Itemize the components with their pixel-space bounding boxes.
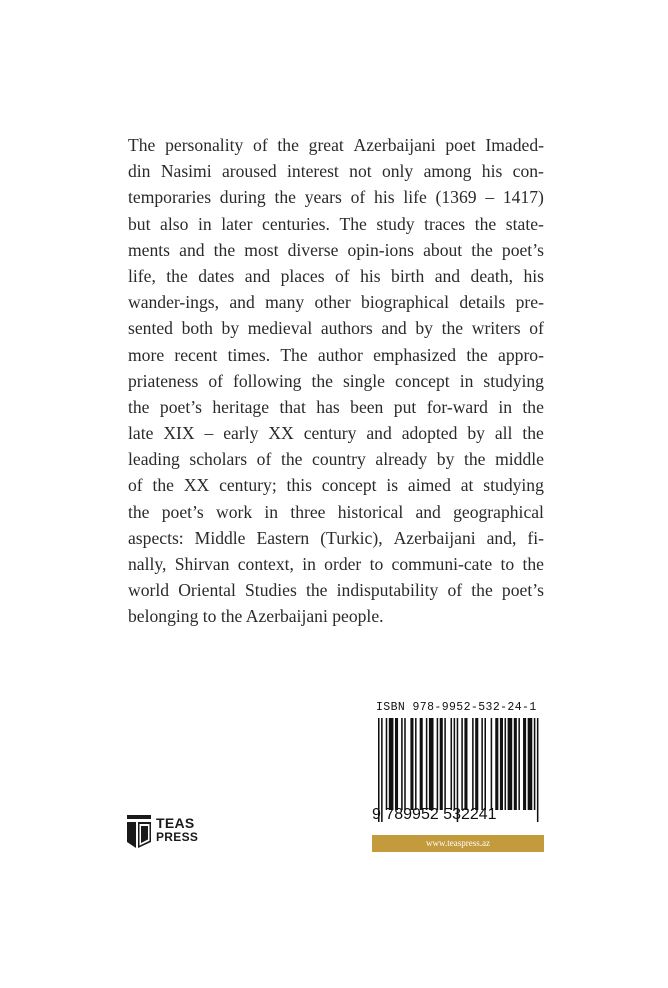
barcode-bar — [528, 718, 533, 810]
barcode-bar — [389, 718, 394, 810]
barcode-bar — [395, 718, 398, 810]
blurb-line: din Nasimi aroused interest not only among his con- — [128, 161, 544, 182]
barcode-bar — [461, 718, 463, 810]
blurb-line: temporaries during the years of his life (1369 – 1417) — [128, 187, 544, 208]
barcode-bar — [508, 718, 513, 810]
blurb-line: of the XX century; this concept is aimed at studying — [128, 475, 544, 496]
publisher-url: www.teaspress.az — [426, 838, 490, 848]
publisher-url-band — [372, 835, 544, 852]
barcode-bar — [415, 718, 417, 810]
barcode-bar — [475, 718, 478, 810]
barcode-bar — [444, 718, 446, 810]
barcode-bar — [410, 718, 413, 810]
barcode-bar — [523, 718, 526, 810]
publisher-logo — [126, 812, 216, 852]
barcode-bar — [481, 718, 483, 810]
barcode-bar — [420, 718, 423, 810]
blurb-line: nally, Shirvan context, in order to communi-cate to the — [128, 554, 544, 574]
publisher-name-bottom: PRESS — [156, 830, 199, 844]
barcode-bar — [500, 718, 503, 810]
barcode-bar — [534, 718, 536, 810]
barcode-bar — [484, 718, 486, 810]
teas-press-logo-icon — [126, 814, 152, 848]
blurb-line: wander-ings, and many other biographical details pre- — [128, 292, 544, 313]
blurb-line: more recent times. The author emphasized the appro- — [128, 344, 544, 365]
blurb-line: but also in later centuries. The study traces the state- — [128, 213, 544, 234]
blurb-line: aspects: Middle Eastern (Turkic), Azerbaijani and, fi- — [128, 527, 544, 548]
blurb-line: leading scholars of the country already by the middle — [128, 449, 544, 470]
publisher-name-top: TEAS — [156, 815, 195, 831]
barcode-bar — [464, 718, 467, 810]
barcode-bar — [514, 718, 517, 810]
barcode-bar — [429, 718, 434, 810]
blurb-line: sented both by medieval authors and by the writers of — [128, 318, 544, 339]
barcode-bar — [437, 718, 439, 810]
barcode-bar — [426, 718, 428, 810]
blurb-line: the poet’s work in three historical and geographical — [128, 501, 544, 522]
barcode-bar — [472, 718, 474, 810]
barcode-bar — [491, 718, 493, 810]
blurb-line: late XIX – early XX century and adopted by all the — [128, 423, 544, 444]
blurb-line: belonging to the Azerbaijani people. — [128, 606, 384, 627]
blurb-line: The personality of the great Azerbaijani poet Imaded- — [128, 135, 544, 155]
blurb-line: ments and the most diverse opin-ions about the poet’s — [128, 239, 544, 260]
blurb-text — [128, 132, 544, 630]
barcode-bar — [404, 718, 406, 810]
barcode-digits: 9 789952 532241 — [372, 806, 497, 823]
barcode-bar — [495, 718, 498, 810]
isbn-block — [372, 700, 544, 823]
barcode-bar — [386, 718, 388, 810]
barcode-bar — [454, 718, 456, 810]
blurb-line: priateness of following the single concept in studying — [128, 370, 544, 391]
barcode-bar — [505, 718, 507, 810]
isbn-label: ISBN 978-9952-532-24-1 — [376, 701, 537, 714]
barcode-bar — [518, 718, 520, 810]
blurb-line: world Oriental Studies the indisputability of the poet’s — [128, 580, 544, 601]
barcode-bar — [451, 718, 453, 810]
barcode-bar — [440, 718, 443, 810]
blurb-line: life, the dates and places of his birth and death, his — [128, 265, 544, 286]
blurb-line: the poet’s heritage that has been put for-ward in the — [128, 396, 544, 417]
barcode-bar — [401, 718, 403, 810]
